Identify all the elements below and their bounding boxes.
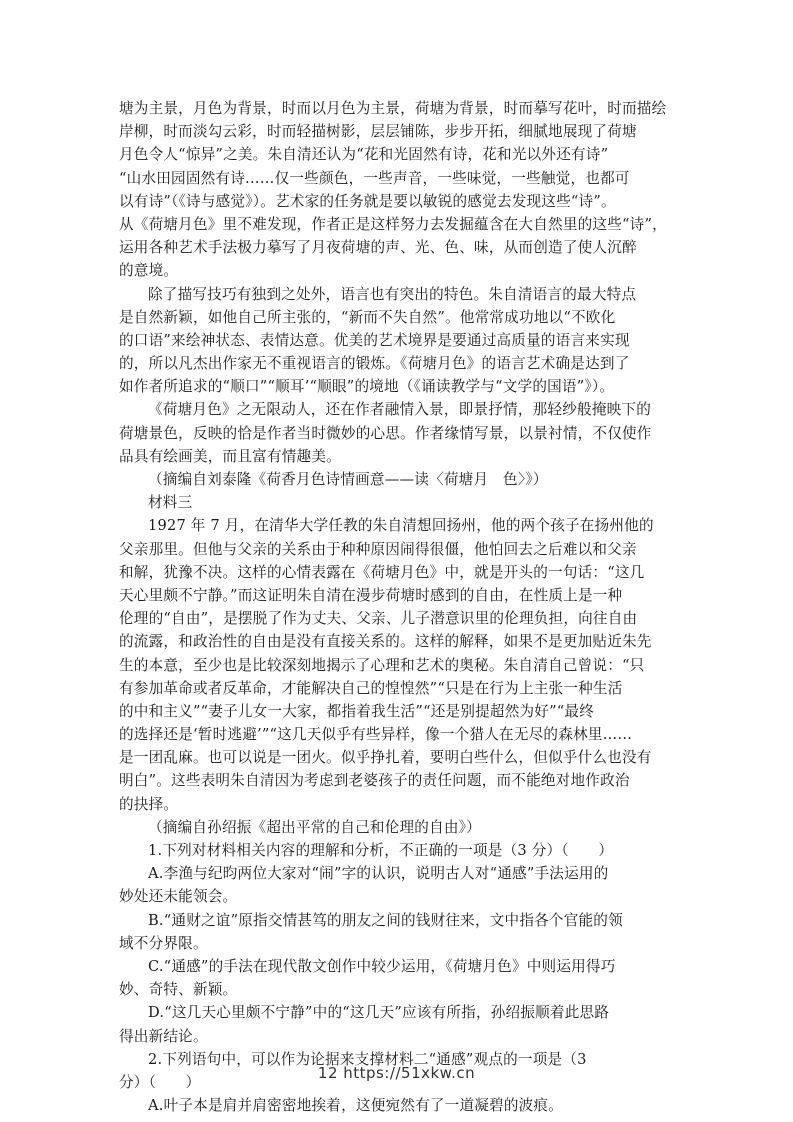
text-line: 以有诗”（《诗与感觉》）。艺术家的任务就是要以敏锐的感觉去发现这些“诗”。 <box>119 192 616 210</box>
text-line: 月色令人“惊异”之美。朱自清还认为“花和光固然有诗，花和光以外还有诗” <box>119 146 609 164</box>
text-line: 的意境。 <box>119 262 179 280</box>
text-line: 的流露，和政治性的自由是没有直接关系的。这样的解释，如果不是更加贴近朱先 <box>119 633 652 651</box>
text-line: 和解，犹豫不决。这样的心情表露在《荷塘月色》中，就是开头的一句话：“这几 <box>119 563 645 581</box>
text-line: 伦理的“自由”，是摆脱了作为丈夫、父亲、儿子潜意识里的伦理负担，向往自由 <box>119 610 638 628</box>
text-line: A.李渔与纪昀两位大家对“闹”字的认识，说明古人对“通感”手法运用的 <box>148 865 609 883</box>
text-line: 《荷塘月色》之无限动人，还在作者融情入景，即景抒情，那轻纱般掩映下的 <box>148 401 651 419</box>
text-line: 的口语”来绘神状态、表情达意。优美的艺术境界是要通过高质量的语言来实现 <box>119 331 630 349</box>
text-line: 天心里颇不宁静。”而这证明朱自清在漫步荷塘时感到的自由，在性质上是一种 <box>119 586 623 604</box>
text-line: C.“通感”的手法在现代散文创作中较少运用，《荷塘月色》中则运用得巧 <box>148 957 616 975</box>
text-line: 的，所以凡杰出作家无不重视语言的锻炼。《荷塘月色》的语言艺术确是达到了 <box>119 355 630 373</box>
text-line: 材料三 <box>148 494 193 512</box>
text-line: 有参加革命或者反革命，才能解决自己的惶惶然”“只是在行为上主张一种生活 <box>119 679 623 697</box>
document-body <box>119 97 675 1117</box>
text-line: 的抉择。 <box>119 795 179 813</box>
text-line: 的选择还是‘暂时逃避’”“这几天似乎有些异样，像一个猎人在无尽的森林里…… <box>119 726 633 744</box>
text-line: 1927 年 7 月，在清华大学任教的朱自清想回扬州，他的两个孩子在扬州他的 <box>148 517 654 535</box>
text-line: 2.下列语句中，可以作为论据来支撑材料二“通感”观点的一项是（3 <box>148 1050 587 1068</box>
text-line: 除了描写技巧有独到之处外，语言也有突出的特色。朱自清语言的最大特点 <box>148 285 637 303</box>
text-line: 荷塘景色，反映的恰是作者当时微妙的心思。作者缘情写景，以景衬情，不仅使作 <box>119 424 652 442</box>
text-line: 如作者所追求的“顺口”“顺耳’“顺眼”的境地（《诵读教学与“文学的国语”》）。 <box>119 378 615 396</box>
text-line: 明白”。这些表明朱自清因为考虑到老婆孩子的责任问题，而不能绝对地作政治 <box>119 772 630 790</box>
text-line: 得出新结论。 <box>119 1027 208 1045</box>
text-line: A.叶子本是肩并肩密密地挨着，这便宛然有了一道凝碧的波痕。 <box>148 1097 564 1115</box>
text-line: 是一团乱麻。也可以说是一团火。似乎挣扎着，要明白些什么，但似乎什么也没有 <box>119 749 652 767</box>
text-line: 塘为主景，月色为背景，时而以月色为主景，荷塘为背景，时而摹写花叶，时而描绘 <box>119 100 667 117</box>
text-line: 妙、奇特、新颖。 <box>119 981 238 999</box>
text-line: 是自然新颖，如他自己所主张的，“新而不失自然”。他常常成功地以“不欧化 <box>119 308 616 326</box>
text-line: 妙处还未能领会。 <box>119 888 238 906</box>
text-line: （摘编自孙绍振《超出平常的自己和伦理的自由》） <box>148 818 481 836</box>
text-line: B.“通财之谊”原指交情甚笃的朋友之间的钱财往来，文中指各个官能的领 <box>148 911 623 929</box>
text-line: D.“这几天心里颇不宁静”中的“这几天”应该有所指，孙绍振顺着此思路 <box>148 1004 610 1022</box>
text-line: （摘编自刘泰隆《荷香月色诗情画意——读〈荷塘月 色〉》） <box>148 471 548 488</box>
text-line: 运用各种艺术手法极力摹写了月夜荷塘的声、光、色、味，从而创造了使人沉醉 <box>119 239 637 257</box>
text-line: 品具有绘画美，而且富有情趣美。 <box>119 447 341 465</box>
text-line: 域不分界限。 <box>119 934 208 952</box>
text-line: “山水田园固然有诗……仅一些颜色，一些声音，一些味觉，一些触觉，也都可 <box>119 169 630 187</box>
text-line: 分）（ ） <box>119 1073 201 1091</box>
text-line: 岸柳，时而淡勾云彩，时而轻描树影，层层铺陈，步步开拓，细腻地展现了荷塘 <box>119 123 637 141</box>
text-line: 从《荷塘月色》里不难发现，作者正是这样努力去发掘蕴含在大自然里的这些“诗”， <box>119 215 667 233</box>
text-line: 的中和主义”“妻子儿女一大家，都指着我生活”“还是别提超然为好”“最终 <box>119 702 594 720</box>
page-footer: 12 https://51xkw.cn <box>317 1064 476 1082</box>
text-line: 生的本意，至少也是比较深刻地揭示了心理和艺术的奥秘。朱自清自己曾说：“只 <box>119 656 645 674</box>
text-line: 父亲那里。但他与父亲的关系由于种种原因闹得很僵，他怕回去之后难以和父亲 <box>119 540 637 558</box>
text-line: 1.下列对材料相关内容的理解和分析，不正确的一项是（3 分）（ ） <box>148 842 614 859</box>
